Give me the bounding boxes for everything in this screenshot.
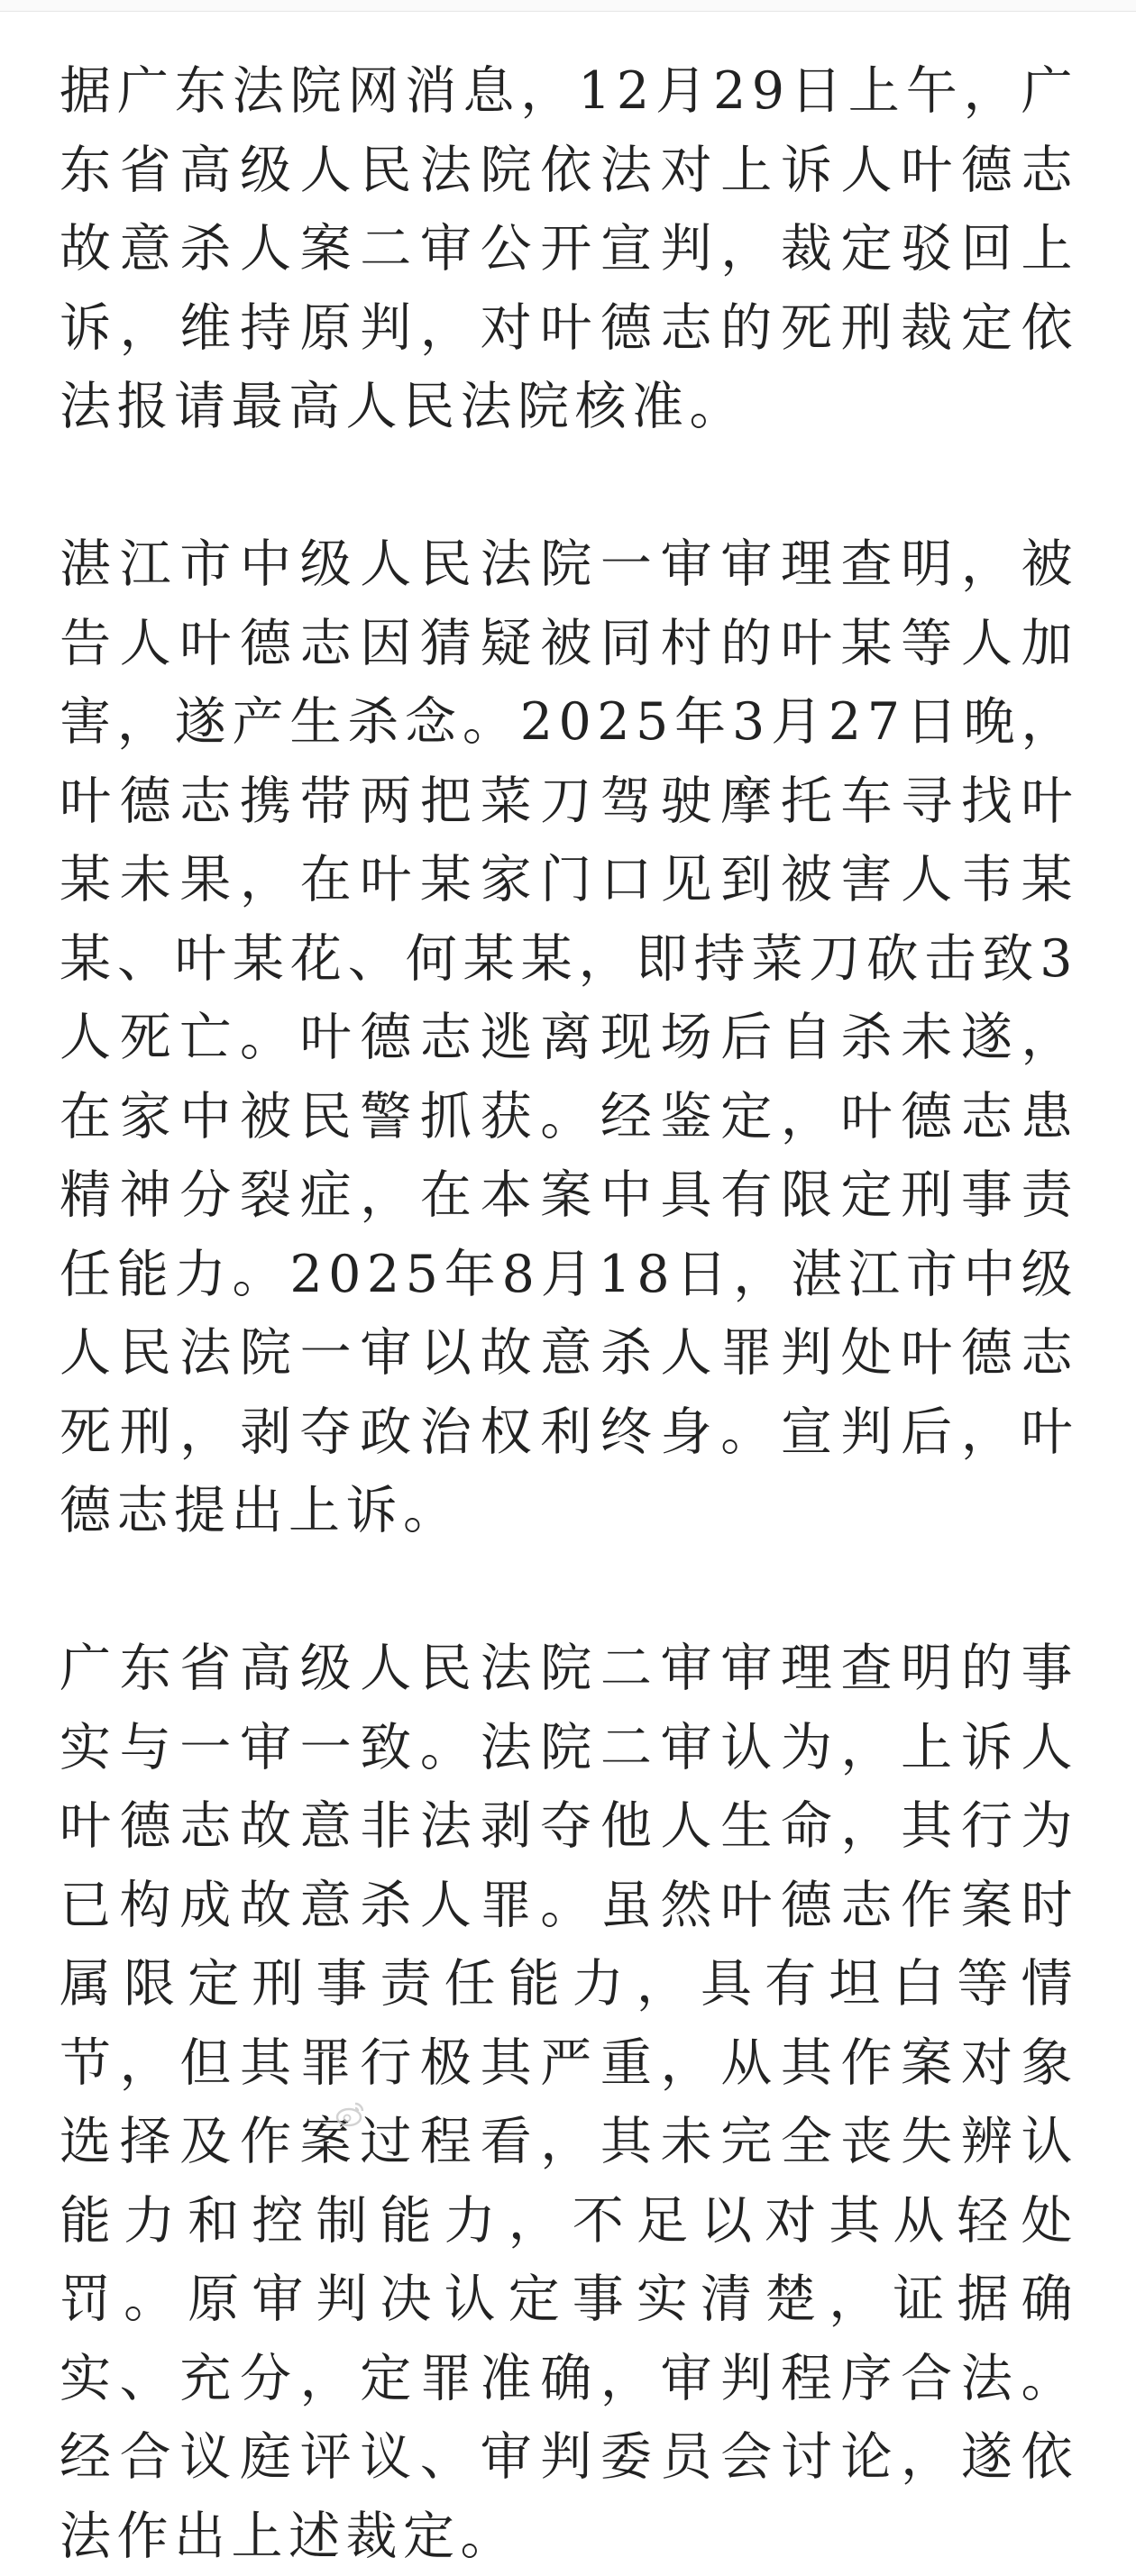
- watermark: [335, 2096, 366, 2133]
- article-paragraph-3: 广东省高级人民法院二审审理查明的事实与一审一致。法院二审认为，上诉人叶德志故意非法剥夺他人生命，其行为已构成故意杀人罪。虽然叶德志作案时属限定刑事责任能力，具有坦白等情节，但其罪行极其严重，从其作案对象选择及作案过程看，其未完全丧失辨认能力和控制能力，不足以对其从轻处罚。原审判决认定事实清楚，证据确实、充分，定罪准确，审判程序合法。经合议庭评议、审判委员会讨论，遂依法作出上述裁定。: [60, 1639, 1078, 2566]
- article-paragraph-2: 湛江市中级人民法院一审审理查明，被告人叶德志因猜疑被同村的叶某等人加害，遂产生杀念。2025年3月27日晚，叶德志携带两把菜刀驾驶摩托车寻找叶某未果，在叶某家门口见到被害人韦某某、叶某花、何某某，即持菜刀砍击致3人死亡。叶德志逃离现场后自杀未遂，在家中被民警抓获。经鉴定，叶德志患精神分裂症，在本案中具有限定刑事责任能力。2025年8月18日，湛江市中级人民法院一审以故意杀人罪判处叶德志死刑，剥夺政治权利终身。宣判后，叶德志提出上诉。: [60, 534, 1078, 1540]
- article-paragraph-1: 据广东法院网消息，12月29日上午，广东省高级人民法院依法对上诉人叶德志故意杀人案二审公开宣判，裁定驳回上诉，维持原判，对叶德志的死刑裁定依法报请最高人民法院核准。: [60, 61, 1078, 436]
- weibo-icon: [335, 2099, 366, 2130]
- article-body: [60, 52, 1078, 2576]
- top-divider: [0, 0, 1136, 12]
